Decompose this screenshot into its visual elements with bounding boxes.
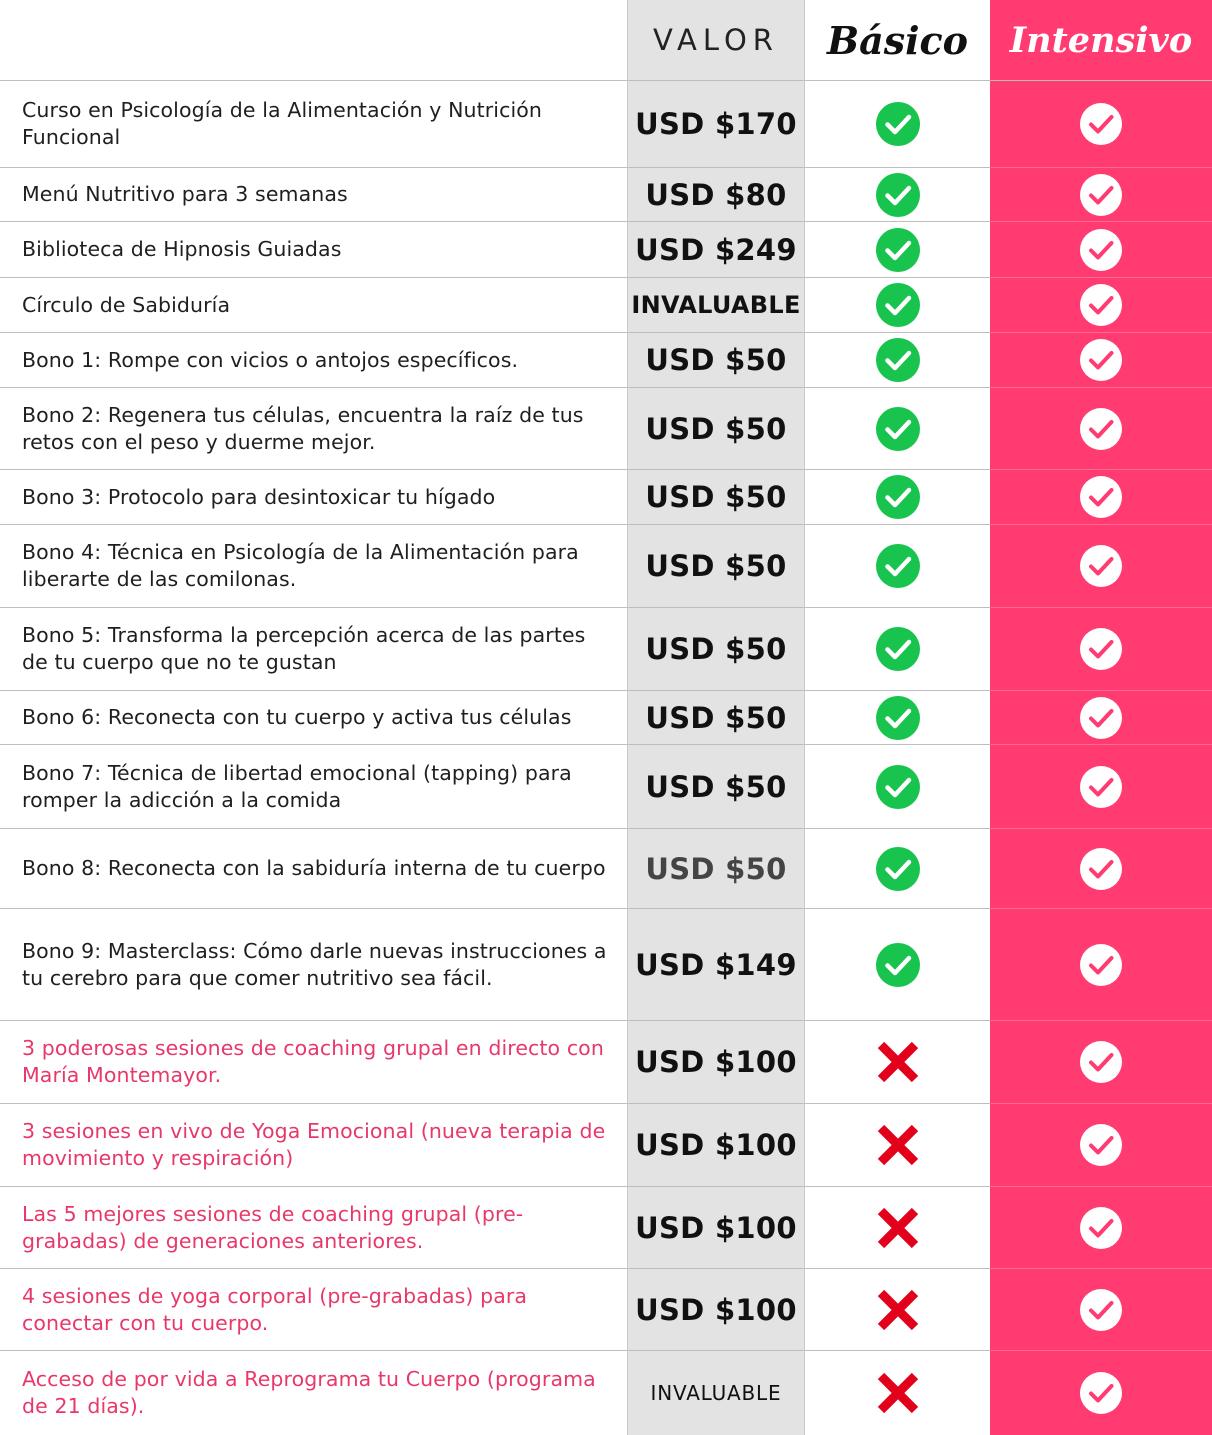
row-description: Biblioteca de Hipnosis Guiadas [0,222,627,278]
row-value: USD $50 [627,745,805,829]
intensivo-cell [990,333,1212,388]
row-value: USD $50 [627,388,805,470]
intensivo-cell [990,222,1212,278]
row-description: Bono 8: Reconecta con la sabiduría interna de tu cuerpo [0,829,627,909]
check-icon [875,846,921,892]
cross-icon [875,1122,921,1168]
basico-cell [805,81,990,168]
row-description: Bono 3: Protocolo para desintoxicar tu hígado [0,470,627,525]
row-value: USD $149 [627,909,805,1021]
check-icon [875,764,921,810]
row-value: USD $80 [627,168,805,222]
check-icon [1078,1287,1124,1333]
intensivo-cell [990,278,1212,333]
check-icon [875,543,921,589]
intensivo-cell [990,168,1212,222]
header-valor: VALOR [627,0,805,81]
row-description: 4 sesiones de yoga corporal (pre-grabadas) para conectar con tu cuerpo. [0,1269,627,1351]
check-icon [1078,942,1124,988]
intensivo-cell [990,1269,1212,1351]
row-description: Curso en Psicología de la Alimentación y Nutrición Funcional [0,81,627,168]
row-description: 3 poderosas sesiones de coaching grupal en directo con María Montemayor. [0,1021,627,1104]
row-value: INVALUABLE [627,278,805,333]
check-icon [875,942,921,988]
basico-cell [805,222,990,278]
check-icon [875,626,921,672]
row-description: Bono 2: Regenera tus células, encuentra la raíz de tus retos con el peso y duerme mejor. [0,388,627,470]
check-icon [875,227,921,273]
basico-cell [805,1104,990,1187]
row-value: USD $50 [627,470,805,525]
intensivo-cell [990,829,1212,909]
row-description: Acceso de por vida a Reprograma tu Cuerpo (programa de 21 días). [22,1367,596,1418]
row-value: USD $100 [627,1021,805,1104]
check-icon [875,101,921,147]
row-description: Bono 4: Técnica en Psicología de la Alimentación para liberarte de las comilonas. [0,525,627,608]
row-description: Bono 7: Técnica de libertad emocional (tapping) para romper la adicción a la comida [0,745,627,829]
cross-icon [875,1370,921,1416]
row-description: 3 sesiones en vivo de Yoga Emocional (nueva terapia de movimiento y respiración) [0,1104,627,1187]
cross-icon [875,1039,921,1085]
check-icon [875,474,921,520]
basico-cell [805,1351,990,1435]
row-description: Las 5 mejores sesiones de coaching grupal (pre-grabadas) de generaciones anteriores. [0,1187,627,1269]
check-icon [1078,1039,1124,1085]
intensivo-cell [990,909,1212,1021]
row-value: USD $50 [627,525,805,608]
check-icon [1078,626,1124,672]
check-icon [1078,1370,1124,1416]
row-description: Bono 9: Masterclass: Cómo darle nuevas instrucciones a tu cerebro para que comer nutritivo sea fácil. [0,909,627,1021]
basico-cell [805,1187,990,1269]
check-icon [875,172,921,218]
intensivo-cell [990,1021,1212,1104]
check-icon [1078,846,1124,892]
intensivo-cell [990,745,1212,829]
check-icon [1078,1122,1124,1168]
basico-cell [805,1269,990,1351]
intensivo-cell [990,608,1212,691]
check-icon [875,406,921,452]
cross-icon [875,1205,921,1251]
intensivo-cell [990,1187,1212,1269]
header-basico: Básico [805,0,990,81]
basico-cell [805,829,990,909]
row-value: USD $50 [627,608,805,691]
check-icon [1078,695,1124,741]
row-value: USD $100 [627,1187,805,1269]
basico-cell [805,1021,990,1104]
intensivo-cell [990,81,1212,168]
check-icon [1078,172,1124,218]
intensivo-cell [990,1104,1212,1187]
intensivo-cell [990,1351,1212,1435]
basico-cell [805,333,990,388]
basico-cell [805,168,990,222]
row-value: USD $100 [627,1104,805,1187]
check-icon [875,337,921,383]
check-icon [1078,543,1124,589]
basico-cell [805,470,990,525]
row-description: Bono 6: Reconecta con tu cuerpo y activa tus células [0,691,627,745]
basico-cell [805,388,990,470]
row-description: Menú Nutritivo para 3 semanas [0,168,627,222]
basico-cell [805,909,990,1021]
row-description: Bono 5: Transforma la percepción acerca de las partes de tu cuerpo que no te gustan [0,608,627,691]
basico-cell [805,691,990,745]
header-intensivo: Intensivo [990,0,1212,81]
basico-cell [805,745,990,829]
cross-icon [875,1287,921,1333]
intensivo-cell [990,691,1212,745]
check-icon [1078,337,1124,383]
basico-cell [805,525,990,608]
header-blank-cell [0,0,627,81]
check-icon [1078,282,1124,328]
basico-cell [805,608,990,691]
row-value: USD $50 [627,829,805,909]
check-icon [875,695,921,741]
row-value: INVALUABLE [627,1351,805,1435]
row-description: Círculo de Sabiduría [0,278,627,333]
row-value: USD $50 [627,333,805,388]
basico-cell [805,278,990,333]
check-icon [1078,1205,1124,1251]
row-value: USD $249 [627,222,805,278]
check-icon [1078,406,1124,452]
check-icon [1078,474,1124,520]
check-icon [1078,764,1124,810]
row-value: USD $170 [627,81,805,168]
intensivo-cell [990,470,1212,525]
row-value: USD $50 [627,691,805,745]
check-icon [1078,227,1124,273]
row-description: Bono 1: Rompe con vicios o antojos específicos. [0,333,627,388]
check-icon [1078,101,1124,147]
row-value: USD $100 [627,1269,805,1351]
intensivo-cell [990,525,1212,608]
intensivo-cell [990,388,1212,470]
check-icon [875,282,921,328]
